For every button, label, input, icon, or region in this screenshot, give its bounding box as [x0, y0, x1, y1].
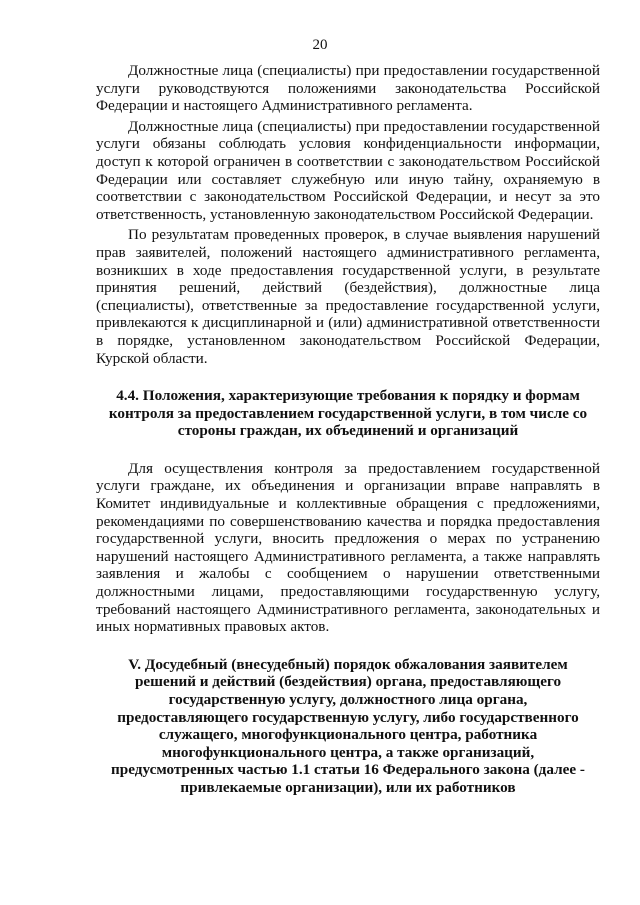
section-5-heading: V. Досудебный (внесудебный) порядок обжалования заявителем решений и действий (бездействия) органа, предоставляющего государственную услугу, должностного лица органа, предоставляющего государственную услугу, либо государственного служащего, многофункционального центра, работника многофункционального центра, а также организаций, предусмотренных частью 1.1 статьи 16 Федерального закона (далее - привлекаемые организации), или их работников — [111, 655, 585, 796]
page-content — [96, 62, 600, 797]
paragraph-officials-guidance: Должностные лица (специалисты) при предоставлении государственной услуги руководствуются положениями законодательства Российской Федерации и настоящего Административного регламента. — [96, 62, 600, 115]
paragraph-responsibility: По результатам проведенных проверок, в случае выявления нарушений прав заявителей, положений настоящего административного регламента, возникших в ходе предоставления государственной услуги, в результате принятия решений, действий (бездействия), должностные лица (специалисты), ответственные за предоставление государственной услуги, привлекаются к дисциплинарной и (или) административной ответственности в порядке, установленном законодательством Российской Федерации, Курской области. — [96, 226, 600, 367]
paragraph-confidentiality: Должностные лица (специалисты) при предоставлении государственной услуги обязаны соблюдать условия конфиденциальности информации, доступ к которой ограничен в соответствии с законодательством Российской Федерации или составляет служебную или иную тайну, охраняемую в соответствии с законодательством Российской Федерации, и несут за это ответственность, установленную законодательством Российской Федерации. — [96, 117, 600, 223]
section-4-4-heading: 4.4. Положения, характеризующие требования к порядку и формам контроля за предоставлением государственной услуги, в том числе со стороны граждан, их объединений и организаций — [108, 387, 588, 440]
page-number: 20 — [312, 37, 328, 53]
section-4-4-paragraph: Для осуществления контроля за предоставлением государственной услуги граждане, их объединения и организации вправе направлять в Комитет индивидуальные и коллективные обращения с предложениями, рекомендациями по совершенствованию качества и порядка предоставления государственной услуги, вносить предложения о мерах по устранению нарушений настоящего Административного регламента, а также направлять заявления и жалобы с сообщением о нарушении ответственными должностными лицами, предоставляющими государственную услугу, требований настоящего Административного регламента, законодательных и иных нормативных правовых актов. — [96, 459, 600, 636]
